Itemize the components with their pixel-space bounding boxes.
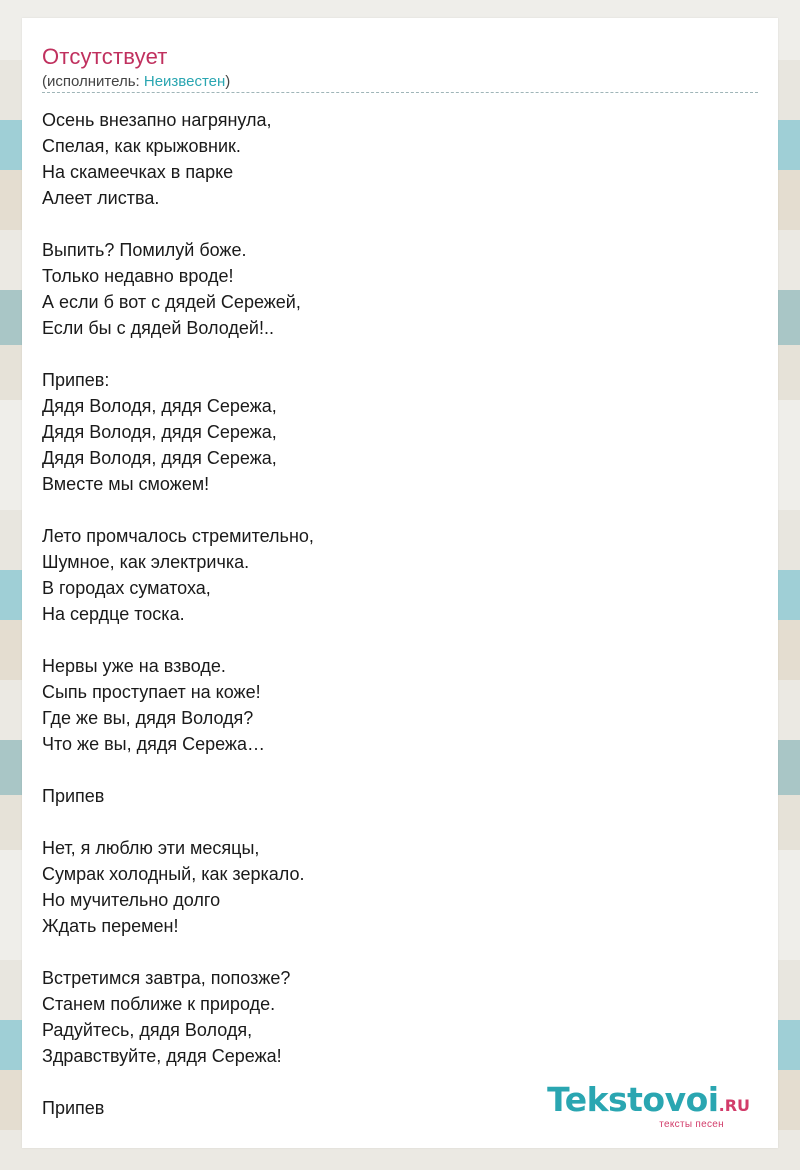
lyric-line: Сыпь проступает на коже! [42,682,261,702]
performer-suffix: ) [225,73,231,90]
lyric-blank-line [42,809,742,835]
lyric-line: Если бы с дядей Володей!.. [42,318,274,338]
lyric-line: Припев: [42,370,110,390]
lyric-line: Спелая, как крыжовник. [42,136,241,156]
lyric-line: Дядя Володя, дядя Сережа, [42,448,277,468]
lyric-line: Что же вы, дядя Сережа… [42,734,265,754]
logo-name: Tekstovoi [547,1080,719,1119]
site-logo[interactable] [547,1080,750,1130]
lyric-blank-line [42,757,742,783]
lyric-line: На скамеечках в парке [42,162,234,182]
lyric-blank-line [42,627,742,653]
lyric-line: Станем поближе к природе. [42,994,276,1014]
lyric-line: Здравствуйте, дядя Сережа! [42,1046,282,1066]
performer-prefix: (исполнитель: [42,73,144,90]
lyric-line: Лето промчалось стремительно, [42,526,314,546]
logo-wordmark [547,1080,750,1123]
lyric-line: А если б вот с дядей Сережей, [42,292,301,312]
lyric-line: Где же вы, дядя Володя? [42,708,254,728]
lyric-blank-line [42,939,742,965]
lyric-blank-line [42,341,742,367]
lyric-line: Припев [42,1098,105,1118]
lyrics-card [22,18,778,1148]
lyric-line: Встретимся завтра, попозже? [42,968,291,988]
performer-line [42,73,230,90]
lyric-line: На сердце тоска. [42,604,185,624]
lyric-line: Припев [42,786,105,806]
lyric-line: Вместе мы сможем! [42,474,210,494]
lyric-line: Дядя Володя, дядя Сережа, [42,422,277,442]
lyric-line: Осень внезапно нагрянула, [42,110,272,130]
lyric-line: Выпить? Помилуй боже. [42,240,247,260]
lyric-line: Ждать перемен! [42,916,179,936]
song-title: Отсутствует [42,44,168,69]
logo-tagline: тексты песен [659,1119,724,1130]
lyric-line: Нервы уже на взводе. [42,656,226,676]
lyric-blank-line [42,497,742,523]
lyric-line: Алеет листва. [42,188,160,208]
lyric-line: Шумное, как электричка. [42,552,250,572]
lyric-blank-line [42,211,742,237]
logo-tld: .RU [718,1096,750,1115]
lyric-line: Но мучительно долго [42,890,221,910]
lyric-line: Сумрак холодный, как зеркало. [42,864,305,884]
lyric-line: В городах суматоха, [42,578,211,598]
lyric-line: Только недавно вроде! [42,266,234,286]
lyrics-text [42,107,742,1121]
artist-link[interactable]: Неизвестен [143,73,226,90]
lyric-line: Нет, я люблю эти месяцы, [42,838,260,858]
lyric-line: Дядя Володя, дядя Сережа, [42,396,277,416]
divider [42,92,758,93]
lyric-line: Радуйтесь, дядя Володя, [42,1020,253,1040]
